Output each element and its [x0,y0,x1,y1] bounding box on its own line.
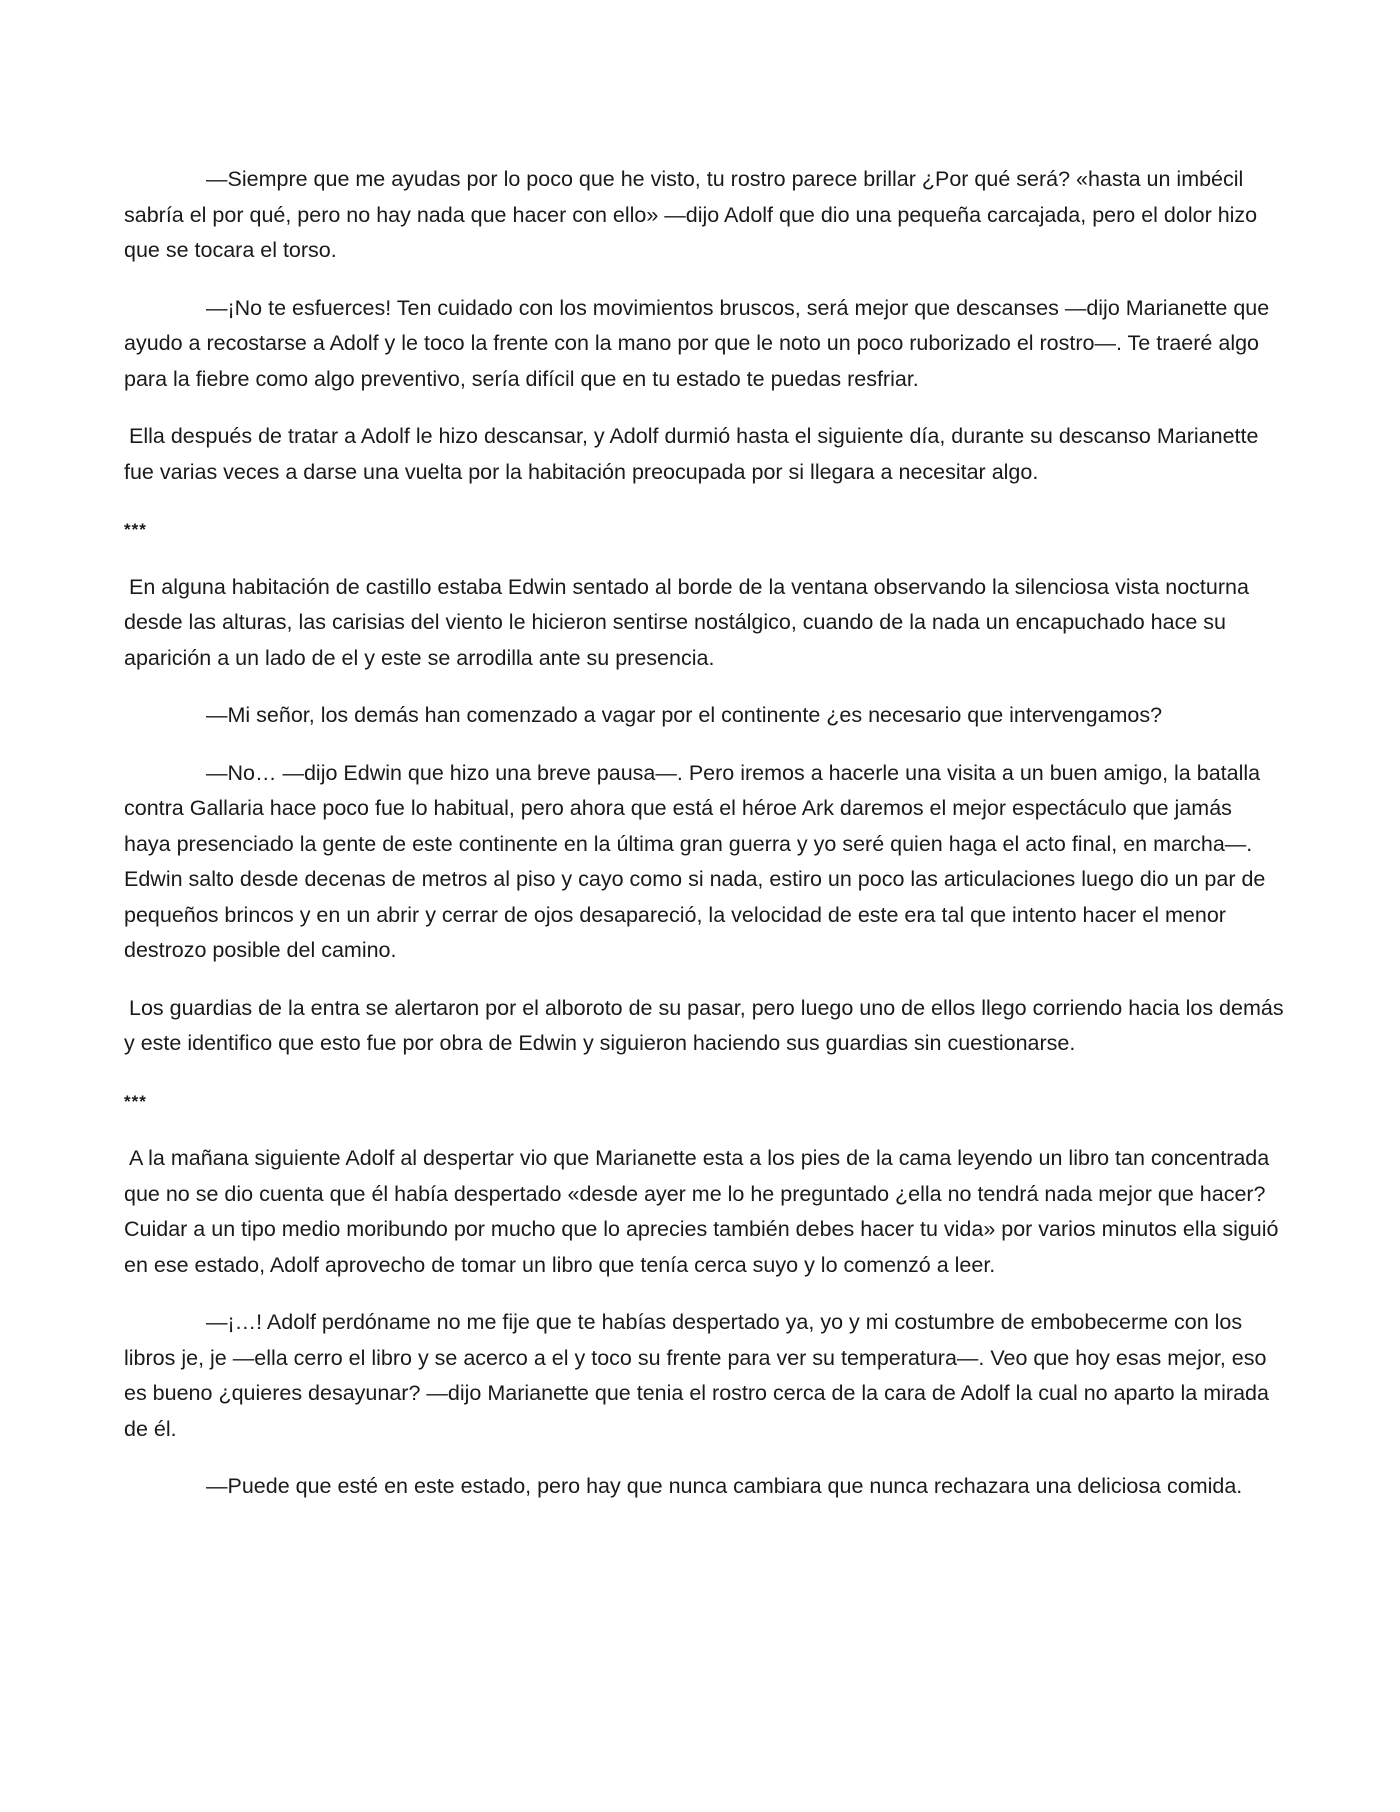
scene-separator: *** [124,520,147,539]
paragraph-dialogue: —Mi señor, los demás han comenzado a vagar por el continente ¿es necesario que intervengamos? [206,703,1163,727]
paragraph-narration: Los guardias de la entra se alertaron por el alboroto de su pasar, pero luego uno de ellos llego corriendo hacia los demás y este identifico que esto fue por obra de Edwin y siguieron haciendo sus guardias sin cuestionarse. [124,995,1284,1055]
paragraph-dialogue: —¡…! Adolf perdóname no me fije que te habías despertado ya, yo y mi costumbre de embobecerme con los libros je, je —ella cerro el libro y se acerco a el y toco su frente para ver su temperatura—. Veo que hoy esas mejor, eso es bueno ¿quieres desayunar? —dijo Marianette que tenia el rostro cerca de la cara de Adolf la cual no aparto la mirada de él. [124,1310,1269,1441]
paragraph-dialogue: —No… —dijo Edwin que hizo una breve pausa—. Pero iremos a hacerle una visita a un buen amigo, la batalla contra Gallaria hace poco fue lo habitual, pero ahora que está el héroe Ark daremos el mejor espectáculo que jamás haya presenciado la gente de este continente en la última gran guerra y yo seré quien haga el acto final, en marcha—. Edwin salto desde decenas de metros al piso y cayo como si nada, estiro un poco las articulaciones luego dio un par de pequeños brincos y en un abrir y cerrar de ojos desapareció, la velocidad de este era tal que intento hacer el menor destrozo posible del camino. [124,760,1266,962]
paragraph-dialogue: —¡No te esfuerces! Ten cuidado con los movimientos bruscos, será mejor que descanses —dijo Marianette que ayudo a recostarse a Adolf y le toco la frente con la mano por que le noto un poco ruborizado el rostro—. Te traeré algo para la fiebre como algo preventivo, sería difícil que en tu estado te puedas resfriar. [124,295,1270,391]
paragraph-dialogue: —Puede que esté en este estado, pero hay que nunca cambiara que nunca rechazara una deliciosa comida. [206,1474,1243,1498]
paragraph-narration: A la mañana siguiente Adolf al despertar vio que Marianette esta a los pies de la cama leyendo un libro tan concentrada que no se dio cuenta que él había despertado «desde ayer me lo he preguntado ¿ella no tendrá nada mejor que hacer? Cuidar a un tipo medio moribundo por mucho que lo aprecies también debes hacer tu vida» por varios minutos ella siguió en ese estado, Adolf aprovecho de tomar un libro que tenía cerca suyo y lo comenzó a leer. [124,1146,1279,1277]
scene-separator: *** [124,1091,147,1111]
paragraph-narration: Ella después de tratar a Adolf le hizo descansar, y Adolf durmió hasta el siguiente día, durante su descanso Marianette fue varias veces a darse una vuelta por la habitación preocupada por si llegara a necesitar algo. [124,424,1259,484]
paragraph-narration: En alguna habitación de castillo estaba Edwin sentado al borde de la ventana observando la silenciosa vista nocturna desde las alturas, las carisias del viento le hicieron sentirse nostálgico, cuando de la nada un encapuchado hace su aparición a un lado de el y este se arrodilla ante su presencia. [124,574,1249,670]
document-body [124,162,1284,1527]
paragraph-dialogue: —Siempre que me ayudas por lo poco que he visto, tu rostro parece brillar ¿Por qué será? «hasta un imbécil sabría el por qué, pero no hay nada que hacer con ello» —dijo Adolf que dio una pequeña carcajada, pero el dolor hizo que se tocara el torso. [124,167,1258,262]
